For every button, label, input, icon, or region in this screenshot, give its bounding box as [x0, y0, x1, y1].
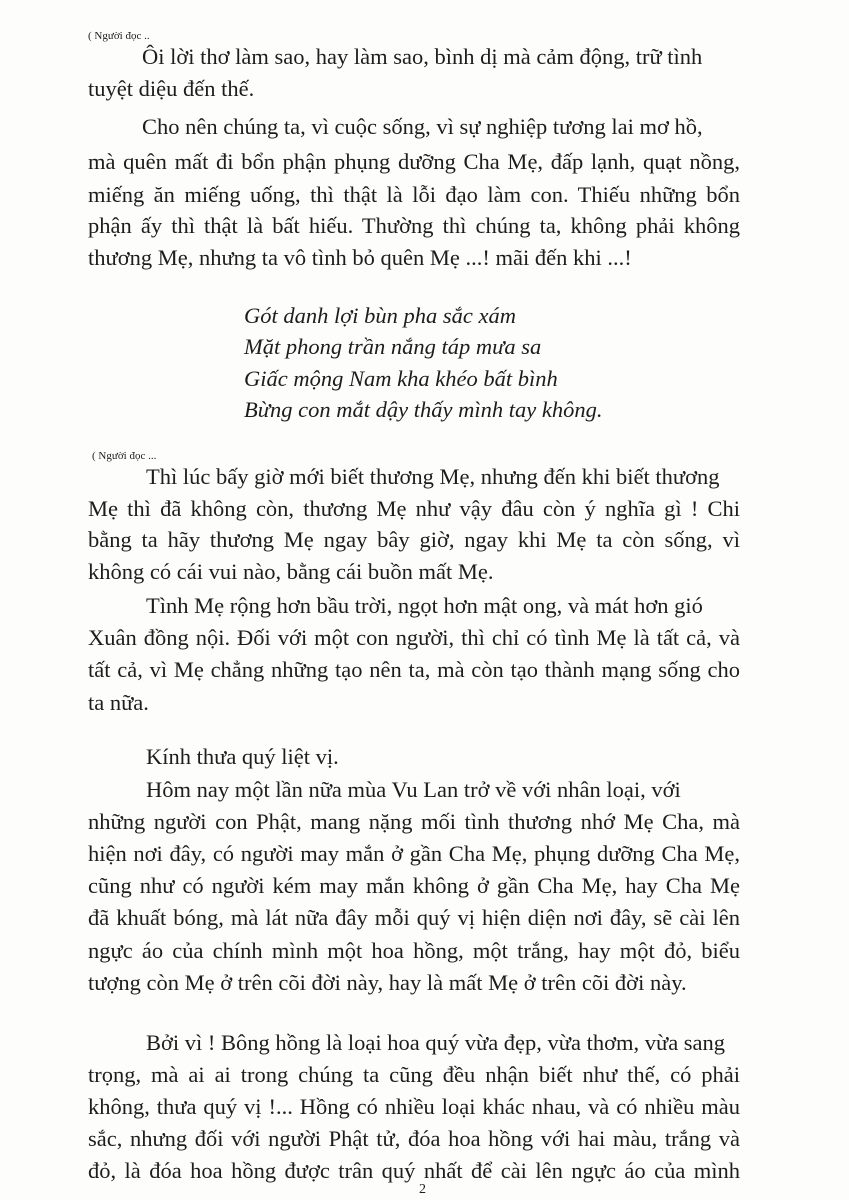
text-line: Thì lúc bấy giờ mới biết thương Mẹ, nhưng đến khi biết thương: [146, 464, 720, 489]
text-line: tất cả, vì Mẹ chẳng những tạo nên ta, mà còn tạo thành mạng sống cho: [88, 657, 740, 682]
greeting-line: Kính thưa quý liệt vị.: [146, 744, 339, 769]
text-line: hiện nơi đây, có người may mắn ở gần Cha Mẹ, phụng dưỡng Cha Mẹ,: [88, 841, 740, 866]
text-line: trọng, mà ai ai trong chúng ta cũng đều nhận biết như thế, có phải: [88, 1062, 740, 1087]
poem-line: Giấc mộng Nam kha khéo bất bình: [244, 366, 558, 391]
text-line: Xuân đồng nội. Đối với một con người, thì chỉ có tình Mẹ là tất cả, và: [88, 625, 740, 650]
speaker-note: ( Người đọc ..: [88, 30, 150, 42]
text-line: phận ấy thì thật là bất hiếu. Thường thì chúng ta, không phải không: [88, 213, 740, 238]
speaker-note: ( Người đọc ...: [92, 450, 157, 462]
text-line: thương Mẹ, nhưng ta vô tình bỏ quên Mẹ ...! mãi đến khi ...!: [88, 245, 632, 270]
text-line: không có cái vui nào, bằng cái buồn mất Mẹ.: [88, 559, 494, 584]
text-line: Tình Mẹ rộng hơn bầu trời, ngọt hơn mật ong, và mát hơn gió: [146, 593, 703, 618]
text-line: ngực áo của chính mình một hoa hồng, một trắng, hay một đỏ, biểu: [88, 938, 740, 963]
text-line: miếng ăn miếng uống, thì thật là lỗi đạo làm con. Thiếu những bổn: [88, 182, 740, 207]
text-line: Ôi lời thơ làm sao, hay làm sao, bình dị mà cảm động, trữ tình: [142, 44, 703, 69]
text-line: không, thưa quý vị !... Hồng có nhiều loại khác nhau, và có nhiều màu: [88, 1094, 740, 1119]
text-line: Bởi vì ! Bông hồng là loại hoa quý vừa đẹp, vừa thơm, vừa sang: [146, 1030, 726, 1055]
poem-line: Bừng con mắt dậy thấy mình tay không.: [244, 397, 603, 422]
text-line: ta nữa.: [88, 690, 149, 715]
text-line: Cho nên chúng ta, vì cuộc sống, vì sự nghiệp tương lai mơ hồ,: [142, 114, 703, 139]
text-line: mà quên mất đi bổn phận phụng dưỡng Cha Mẹ, đấp lạnh, quạt nồng,: [88, 149, 740, 174]
text-line: cũng như có người kém may mắn không ở gần Cha Mẹ, hay Cha Mẹ: [88, 873, 740, 898]
text-line: Mẹ thì đã không còn, thương Mẹ như vậy đâu còn ý nghĩa gì ! Chi: [88, 496, 740, 521]
text-line: bằng ta hãy thương Mẹ ngay bây giờ, ngay khi Mẹ ta còn sống, vì: [88, 527, 740, 552]
text-line: những người con Phật, mang nặng mối tình thương nhớ Mẹ Cha, mà: [88, 809, 740, 834]
poem-line: Gót danh lợi bùn pha sắc xám: [244, 303, 516, 328]
page-number: 2: [419, 1182, 426, 1197]
text-line: tuyệt diệu đến thế.: [88, 76, 255, 101]
poem-line: Mặt phong trần nắng táp mưa sa: [244, 334, 542, 359]
text-line: Hôm nay một lần nữa mùa Vu Lan trở về với nhân loại, với: [146, 777, 681, 802]
text-line: sắc, nhưng đối với người Phật tử, đóa hoa hồng với hai màu, trắng và: [88, 1126, 740, 1151]
text-line: tượng còn Mẹ ở trên cõi đời này, hay là mất Mẹ ở trên cõi đời này.: [88, 970, 687, 995]
text-line: đã khuất bóng, mà lát nữa đây mỗi quý vị hiện diện nơi đây, sẽ cài lên: [88, 905, 740, 930]
text-line: đỏ, là đóa hoa hồng được trân quý nhất để cài lên ngực áo của mình: [88, 1158, 740, 1183]
